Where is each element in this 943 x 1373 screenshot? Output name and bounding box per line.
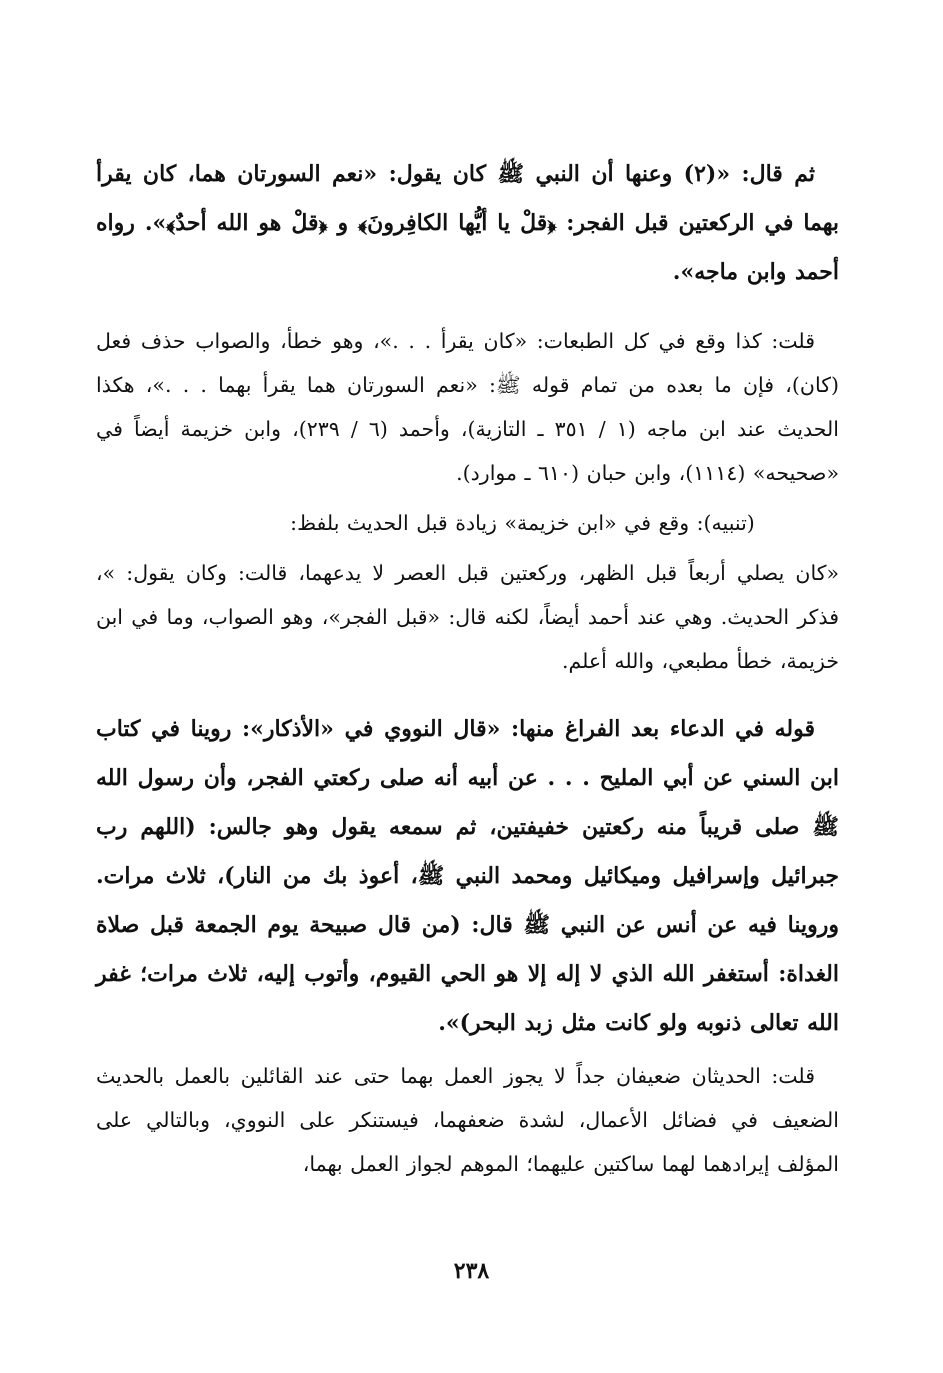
commentary-paragraph-2: قلت: الحديثان ضعيفان جداً لا يجوز العمل بهما حتى عند القائلين بالعمل بالحديث الضعيف في فضائل الأعمال، لشدة ضعفهما، فيستنكر على النووي، وبالتالي على المؤلف إيرادهما لهما ساكتين عليهما؛ الموهم لجواز العمل بهما، xyxy=(96,1064,839,1176)
note-paragraph: «كان يصلي أربعاً قبل الظهر، وركعتين قبل العصر لا يدعهما، قالت: وكان يقول: »، فذكر الحديث. وهي عند أحمد أيضاً، لكنه قال: «قبل الفجر»، وهو الصواب، وما في ابن خزيمة، خطأ مطبعي، والله أعلم. xyxy=(96,561,839,673)
quote-paragraph-1: ثم قال: «(٢) وعنها أن النبي ﷺ كان يقول: «نعم السورتان هما، كان يقرأ بهما في الركعتين قبل الفجر: ﴿قلْ يا أيُّها الكافِرونَ﴾ و ﴿قلْ هو الله أحدٌ﴾». رواه أحمد وابن ماجه». xyxy=(96,161,839,285)
note-heading: (تنبيه): وقع في «ابن خزيمة» زيادة قبل الحديث بلفظ: xyxy=(290,511,755,535)
page-body xyxy=(96,150,839,1186)
commentary-paragraph-1: قلت: كذا وقع في كل الطبعات: «كان يقرأ . . .»، وهو خطأ، والصواب حذف فعل (كان)، فإن ما بعده من تمام قوله ﷺ: «نعم السورتان هما يقرأ بهما . . .»، هكذا الحديث عند ابن ماجه (١ / ٣٥١ ـ التازية)، وأحمد (٦ / ٢٣٩)، وابن خزيمة أيضاً في «صحيحه» (١١١٤)، وابن حبان (٦١٠ ـ موارد). xyxy=(96,329,839,485)
page-number: ٢٣٨ xyxy=(453,1258,490,1284)
quote-paragraph-2: قوله في الدعاء بعد الفراغ منها: «قال النووي في «الأذكار»: روينا في كتاب ابن السني عن أبي المليح . . . عن أبيه أنه صلى ركعتي الفجر، وأن رسول الله ﷺ صلى قريباً منه ركعتين خفيفتين، ثم سمعه يقول وهو جالس: (اللهم رب جبرائيل وإسرافيل وميكائيل ومحمد النبي ﷺ، أعوذ بك من النار)، ثلاث مرات. وروينا فيه عن أنس عن النبي ﷺ قال: (من قال صبيحة يوم الجمعة قبل صلاة الغداة: أستغفر الله الذي لا إله إلا هو الحي القيوم، وأتوب إليه، ثلاث مرات؛ غفر الله تعالى ذنوبه ولو كانت مثل زبد البحر)». xyxy=(96,716,839,1036)
